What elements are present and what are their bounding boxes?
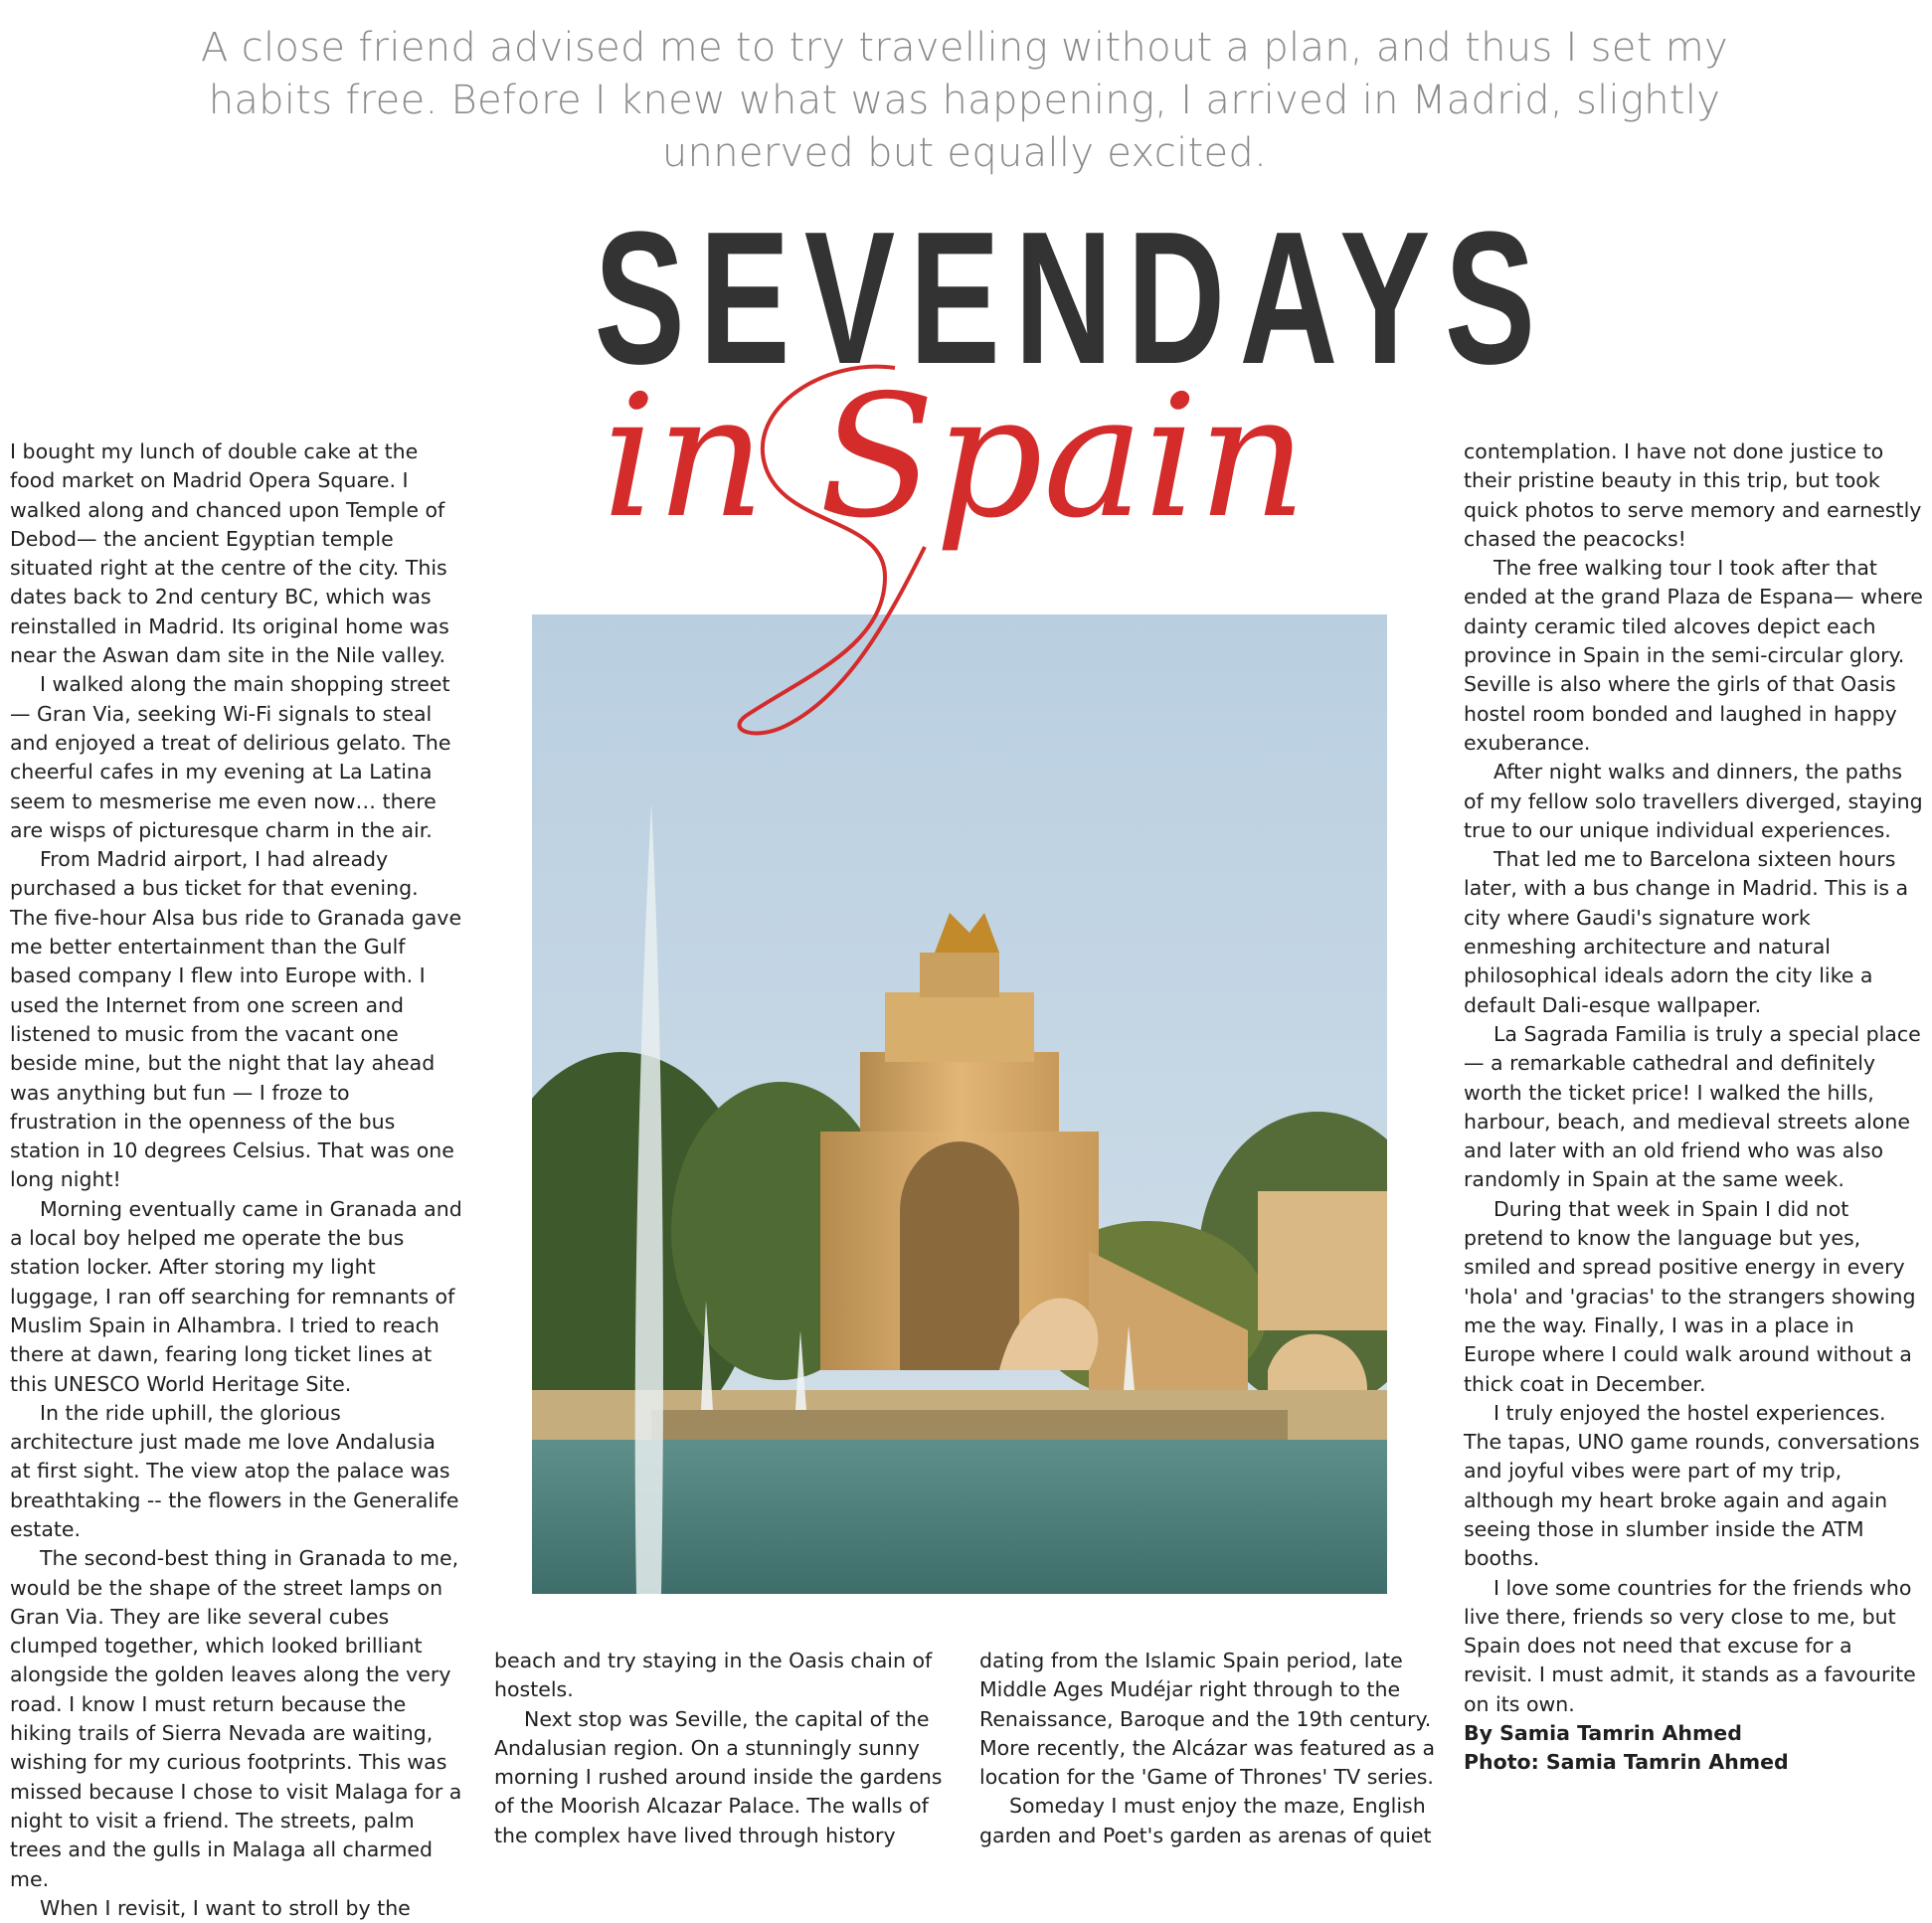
paragraph: contemplation. I have not done justice to their pristine beauty in this trip, but took quick photos to serve memory and earnestly chased the peacocks! xyxy=(1464,439,1922,551)
paragraph: I bought my lunch of double cake at the food market on Madrid Opera Square. I walked along and chanced upon Temple of Debod— the ancient Egyptian temple situated right at the centre of the city. This dates back to 2nd century BC, which was reinstalled in Madrid. Its original home was near the Aswan dam site in the Nile valley. xyxy=(10,439,449,668)
paragraph: Morning eventually came in Granada and a local boy helped me operate the bus station locker. After storing my light luggage, I ran off searching for remnants of Muslim Spain in Alhambra. I tried to reach there at dawn, fearing long ticket lines at this UNESCO World Heritage Site. xyxy=(10,1196,462,1396)
author-credit: By Samia Tamrin Ahmed xyxy=(1464,1721,1742,1746)
paragraph: Someday I must enjoy the maze, English garden and Poet's garden as arenas of quiet xyxy=(979,1794,1432,1847)
intro-deck: A close friend advised me to try travelling without a plan, and thus I set my habits free. Before I knew what was happening, I arrived in Madrid, slightly unnerved but equally excited. xyxy=(201,25,1728,176)
paragraph: beach and try staying in the Oasis chain of hostels. xyxy=(494,1649,933,1702)
paragraph: I truly enjoyed the hostel experiences. The tapas, UNO game rounds, conversations and joyful vibes were part of my trip, although my heart broke again and again seeing those in slumber inside the ATM booths. xyxy=(1464,1400,1920,1571)
paragraph: La Sagrada Familia is truly a special place — a remarkable cathedral and definitely worth the ticket price! I walked the hills, harbour, beach, and medieval streets alone and later with an old friend who was also randomly in Spain at the same week. xyxy=(1464,1021,1921,1192)
photo-credit: Photo: Samia Tamrin Ahmed xyxy=(1464,1750,1789,1775)
paragraph: The free walking tour I took after that ended at the grand Plaza de Espana— where dainty ceramic tiled alcoves depict each province in Spain in the semi-circular glory. Seville is also where the girls of that Oasis hostel room bonded and laughed in happy exuberance. xyxy=(1464,556,1923,755)
paragraph: During that week in Spain I did not pretend to know the language but yes, smiled and spread positive energy in every 'hola' and 'gracias' to the strangers showing me the way. Finally, I was in a place in Europe where I could walk around without a thick coat in December. xyxy=(1464,1196,1916,1396)
column-right xyxy=(1464,437,1923,1778)
paragraph: I walked along the main shopping street — Gran Via, seeking Wi-Fi signals to steal and enjoyed a treat of delirious gelato. The cheerful cafes in my evening at La Latina seem to mesmerise me even now… there are wisps of picturesque charm in the air. xyxy=(10,672,451,842)
paragraph: Next stop was Seville, the capital of the Andalusian region. On a stunningly sunny morning I rushed around inside the gardens of the Moorish Alcazar Palace. The walls of the complex have lived through history xyxy=(494,1706,943,1847)
column-middle-1 xyxy=(494,1647,954,1850)
paragraph: When I revisit, I want to stroll by the xyxy=(40,1895,411,1920)
paragraph: The second-best thing in Granada to me, would be the shape of the street lamps on Gran Via. They are like several cubes clumped together, which looked brilliant alongside the golden leaves along the very road. I know I must return because the hiking trails of Sierra Nevada are waiting, wishing for my curious footprints. This was missed because I chose to visit Malaga for a night to visit a friend. The streets, palm trees and the gulls in Malaga all charmed me. xyxy=(10,1546,462,1891)
headline-script: in Spain xyxy=(602,359,1308,556)
column-middle-2 xyxy=(979,1647,1439,1850)
paragraph: From Madrid airport, I had already purchased a bus ticket for that evening. The five-hour Alsa bus ride to Granada gave me better entertainment than the Gulf based company I flew into Europe with. I used the Internet from one screen and listened to music from the vacant one beside mine, but the night that lay ahead was anything but fun — I froze to frustration in the openness of the bus station in 10 degrees Celsius. That was one long night! xyxy=(10,847,462,1192)
column-left xyxy=(10,437,462,1923)
fountain-photo xyxy=(532,614,1387,1594)
paragraph: In the ride uphill, the glorious architecture just made me love Andalusia at first sight. The view atop the palace was breathtaking -- the flowers in the Generalife estate. xyxy=(10,1400,459,1541)
paragraph: That led me to Barcelona sixteen hours later, with a bus change in Madrid. This is a city where Gaudi's signature work enmeshing architecture and natural philosophical ideals adorn the city like a default Dali-esque wallpaper. xyxy=(1464,847,1909,1017)
paragraph: dating from the Islamic Spain period, late Middle Ages Mudéjar right through to the Renaissance, Baroque and the 19th century. More recently, the Alcázar was featured as a location for the 'Game of Thrones' TV series. xyxy=(979,1649,1436,1790)
headline: SEVENDAYS xyxy=(594,193,1550,404)
paragraph: I love some countries for the friends who live there, friends so very close to me, but Spain does not need that excuse for a revisit. I must admit, it stands as a favourite on its own. xyxy=(1464,1575,1916,1716)
paragraph: After night walks and dinners, the paths of my fellow solo travellers diverged, staying true to our unique individual experiences. xyxy=(1464,760,1923,842)
